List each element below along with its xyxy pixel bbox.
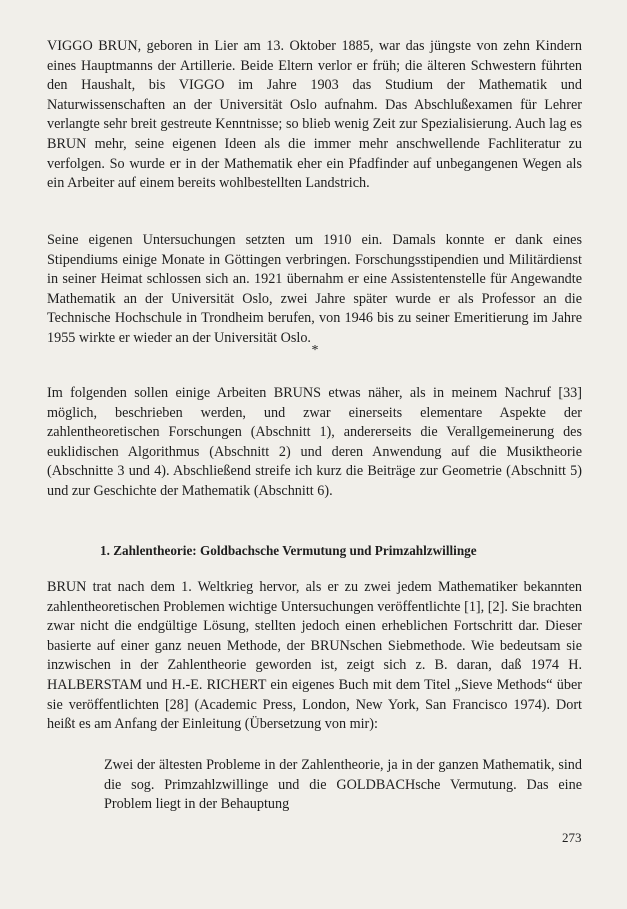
paragraph-overview: Im folgenden sollen einige Arbeiten BRUNS etwas näher, als in meinem Nachruf [33] möglich, beschrieben werden, und zwar einerseits elementare Aspekte der zahlentheoretischen Forschungen (Abschnitt 1), andererseits die Verallgemeinerung des euklidischen Algorithmus (Abschnitt 2) und deren Anwendung auf die Musiktheorie (Abschnitte 3 und 4). Abschließend streife ich kurz die Beiträge zur Geometrie (Abschnitt 5) und zur Geschichte der Mathematik (Abschnitt 6).	[47, 385, 582, 499]
section-heading: 1. Zahlentheorie: Goldbachsche Vermutung und Primzahlzwillinge	[100, 543, 477, 558]
paragraph-number-theory: BRUN trat nach dem 1. Weltkrieg hervor, als er zu zwei jedem Mathematiker bekannten zahlentheoretischen Problemen wichtige Untersuchungen veröffentlichte [1], [2]. Sie brachten zwar nicht die endgültige Lösung, stellten jedoch einen erheblichen Fortschritt dar. Dieser basierte auf einer ganz neuen Methode, der BRUNschen Siebmethode. Wie bedeutsam sie inzwischen in der Zahlentheorie geworden ist, zeigt sich z. B. daran, daß 1974 H. HALBERSTAM und H.-E. RICHERT ein eigenes Buch mit dem Titel „Sieve Methods“ über sie veröffentlichten [28] (Academic Press, London, New York, San Francisco 1974). Dort heißt es am Anfang der Einleitung (Übersetzung von mir):	[47, 579, 582, 733]
paragraph-biography: VIGGO BRUN, geboren in Lier am 13. Oktober 1885, war das jüngste von zehn Kindern eines Hauptmanns der Artillerie. Beide Eltern verlor er früh; die älteren Schwestern führten den Haushalt, bis VIGGO im Jahre 1903 das Studium der Mathematik und Naturwissenschaften an der Universität Oslo aufnahm. Das Abschlußexamen für Lehrer verlangte sehr breit gestreute Kenntnisse; so blieb wenig Zeit zur Spezialisierung. Auch lag es BRUN mehr, seine eigenen Ideen als die immer mehr anschwellende Fachliteratur zu verfolgen. So wurde er in der Mathematik eher ein Pfadfinder auf unbegangenen Wegen als ein Arbeiter auf einem bereits wohlbestellten Landstrich.	[47, 38, 582, 192]
page-number: 273	[562, 830, 582, 845]
section-separator: *	[311, 343, 319, 358]
block-quote: Zwei der ältesten Probleme in der Zahlentheorie, ja in der ganzen Mathematik, sind die sog. Primzahlzwillinge und die GOLDBACHsche Vermutung. Das eine Problem liegt in der Behauptung	[104, 757, 582, 813]
paragraph-career: Seine eigenen Untersuchungen setzten um 1910 ein. Damals konnte er dank eines Stipendiums einige Monate in Göttingen verbringen. Forschungsstipendien und Militärdienst in seiner Heimat schlossen sich an. 1921 übernahm er eine Assistentenstelle für Angewandte Mathematik an der Universität Oslo, zwei Jahre später wurde er als Professor an die Technische Hochschule in Trondheim berufen, von 1946 bis zu seiner Emeritierung im Jahre 1955 wirkte er wieder an der Universität Oslo.	[47, 232, 582, 346]
